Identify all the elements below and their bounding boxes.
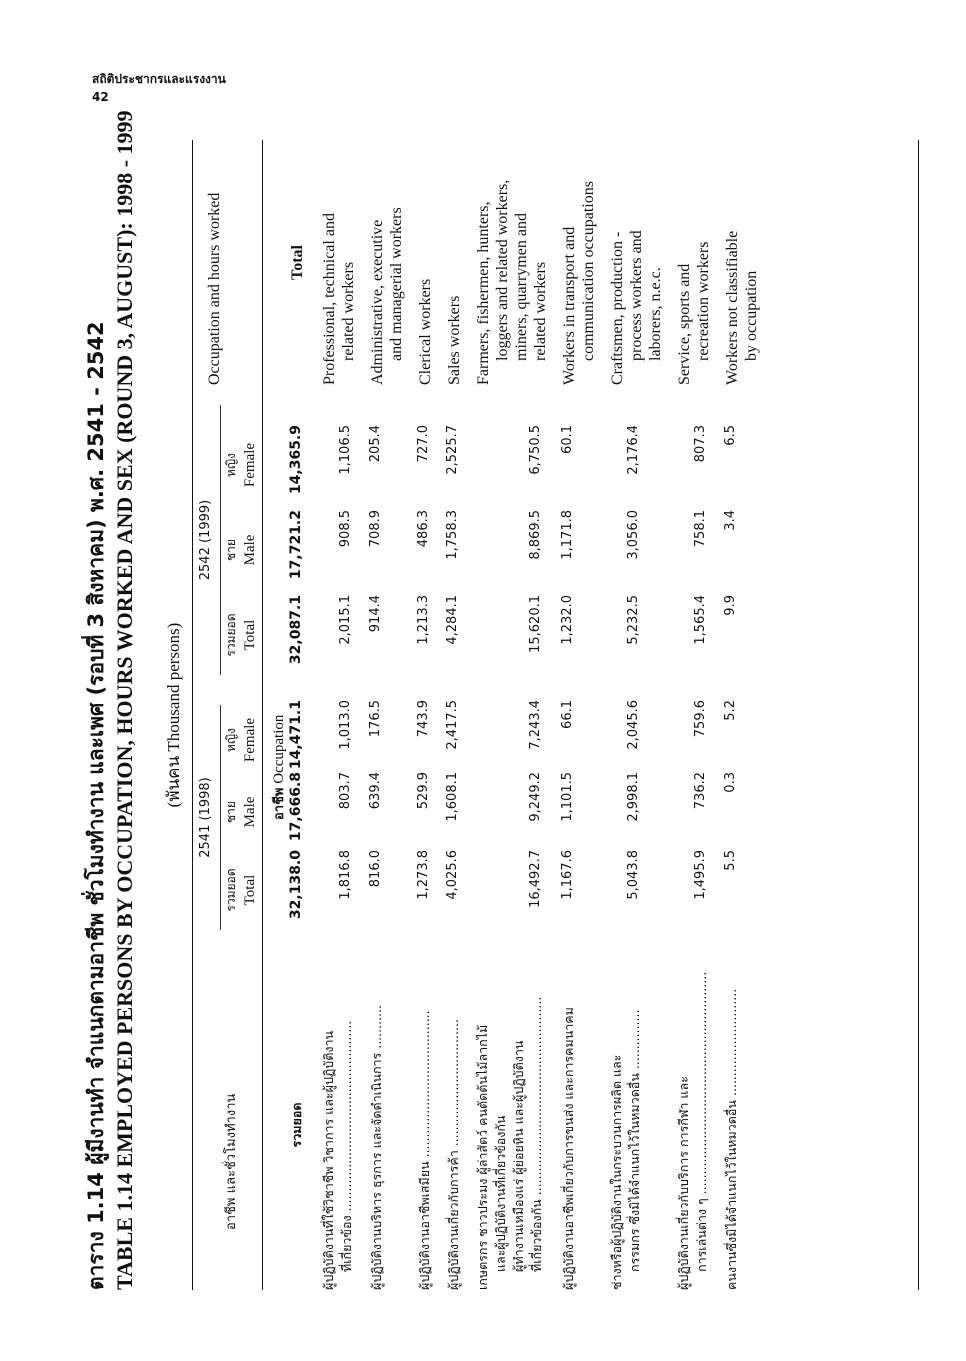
table-row-4-value-2: 1,608.1 (445, 772, 460, 822)
year-1999-label: 2542 (1999) (198, 499, 213, 581)
column-header-5 (222, 505, 260, 595)
column-header-thai-2: ชาย (224, 801, 238, 823)
table-row-1-thai-line-2: ที่เกี่ยวข้อง ................................................ (339, 1020, 354, 1272)
table-row-8-value-1: 1,495.9 (693, 850, 708, 900)
table-row-8-english-line-1: Service, sports and (676, 263, 693, 385)
column-header-thai-3: หญิง (224, 728, 238, 752)
table-row-3-thai-line-1: ผู้ปฏิบัติงานอาชีพเสมียน ..................................... (417, 1010, 432, 1290)
table-row-6-label-thai (560, 960, 578, 1290)
table-row-8-value-4: 1,565.4 (693, 595, 708, 645)
table-row-4-value-5: 1,758.3 (445, 510, 460, 560)
table-row-3-value-6: 727.0 (416, 425, 431, 463)
table-row-5-thai-line-3: ผู้ทำงานเหมืองแร่ ผู้ย่อยหิน และผู้ปฏิบัติงาน (511, 1040, 526, 1272)
table-row-1-value-4: 2,015.1 (338, 595, 353, 645)
column-header-english: Occupation and hours worked (206, 192, 223, 385)
table-row-9-value-4: 9.9 (723, 595, 738, 616)
table-row-7-value-2: 2,998.1 (626, 772, 641, 822)
table-row-5-value-3: 7,243.4 (528, 700, 543, 750)
column-header-thai-1: รวมยอด (224, 868, 238, 912)
total-row-value-4: 32,087.1 (288, 595, 304, 665)
section-occupation (268, 715, 289, 820)
table-row-4-value-4: 4,284.1 (445, 595, 460, 645)
table-row-8-thai-line-2: การเล่นต่าง ๆ ........................................................ (694, 971, 709, 1272)
table-row-2-value-2: 639.4 (368, 772, 383, 810)
table-row-5-thai-line-1: เกษตรกร ชาวประมง ผู้ล่าสัตว์ คนตัดต้นไม้ลากไม้ (475, 1024, 490, 1290)
column-header-english-3: Female (242, 717, 258, 763)
table-row-8-value-2: 736.2 (693, 772, 708, 810)
table-row-7-thai-line-1: ช่างหรือผู้ปฏิบัติงานในกระบวนการผลิต และ (609, 1054, 624, 1290)
year-1999-rule (220, 405, 221, 675)
table-row-7-value-3: 2,045.6 (626, 700, 641, 750)
table-row-6-thai-line-1: ผู้ปฏิบัติงานอาชีพเกี่ยวกับการขนส่ง และการคมนาคม (561, 1007, 576, 1290)
table-row-5-english-line-4: related workers (532, 261, 549, 361)
running-header (92, 70, 226, 106)
table-row-9-value-3: 5.2 (723, 700, 738, 721)
table-row-5-value-4: 15,620.1 (528, 595, 543, 653)
table-row-5-english-line-1: Farmers, fishermen, hunters, (475, 201, 492, 385)
table-row-7-value-5: 3,056.0 (626, 510, 641, 560)
table-row-3-value-1: 1,273.8 (416, 850, 431, 900)
table-row-2-value-4: 914.4 (368, 595, 383, 633)
table-row-5-english-line-3: miners, quarrymen and (513, 213, 530, 361)
table-row-7-label-thai (608, 960, 644, 1290)
column-header-english-4: Total (242, 619, 258, 651)
column-header-thai-4: รวมยอด (224, 613, 238, 657)
column-header-english-1: Total (242, 874, 258, 906)
table-row-7-label-english (608, 140, 665, 385)
table-row-5-value-2: 9,249.2 (528, 772, 543, 822)
header-bottom-rule (262, 140, 263, 1290)
table-row-7-value-6: 2,176.4 (626, 425, 641, 475)
table-row-4-value-6: 2,525.7 (445, 425, 460, 475)
total-row-value-6: 14,365.9 (288, 425, 304, 495)
table-row-6-english-line-2: communication occupations (580, 181, 597, 361)
table-row-7-thai-line-2: กรรมกร ซึ่งมิได้จำแนกไว้ในหมวดอื่น ............... (627, 1009, 642, 1272)
table-row-8-english-line-2: recreation workers (695, 241, 712, 361)
table-row-3-value-2: 529.9 (416, 772, 431, 810)
table-row-2-value-6: 205.4 (368, 425, 383, 463)
table-row-6-value-2: 1,101.5 (560, 772, 575, 822)
bottom-rule (918, 140, 919, 1290)
table-row-1-value-3: 1,013.0 (338, 700, 353, 750)
table-row-8-value-6: 807.3 (693, 425, 708, 463)
table-row-5-thai-line-4: ที่เกี่ยวข้องกัน .................................................. (529, 996, 544, 1272)
table-row-9-english-line-2: by occupation (743, 270, 760, 361)
table-row-5-english-line-2: loggers and related workers, (494, 179, 511, 361)
table-row-5-value-5: 8,869.5 (528, 510, 543, 560)
total-row-label-english: Total (289, 245, 306, 280)
table-row-9-thai-line-1: คนงานซึ่งมิได้จำแนกไว้ในหมวดอื่น ........................... (724, 988, 739, 1290)
table-row-3-value-4: 1,213.3 (416, 595, 431, 645)
rotated-table-page (80, 110, 920, 1290)
table-row-6-english-line-1: Workers in transport and (561, 226, 578, 385)
table-unit: (พันคน Thousand persons) (164, 622, 183, 808)
total-row-value-2: 17,666.8 (288, 772, 304, 842)
table-row-1-label-english (320, 140, 358, 385)
table-row-3-value-5: 486.3 (416, 510, 431, 548)
table-row-6-value-5: 1,171.8 (560, 510, 575, 560)
total-row-label-thai: รวมยอด (289, 1102, 304, 1148)
table-row-1-thai-line-1: ผู้ปฏิบัติงานที่ใช้วิชาชีพ วิชาการ และผู้ปฏิบัติงาน (321, 1030, 336, 1290)
section-occupation-english: Occupation (271, 714, 287, 784)
table-row-2-value-1: 816.0 (368, 850, 383, 888)
total-row-value-5: 17,721.2 (288, 510, 304, 580)
table-row-8-label-english (675, 140, 713, 385)
column-header-english-5: Male (242, 534, 258, 566)
table-row-1-value-1: 1,816.8 (338, 850, 353, 900)
column-header-thai-6: หญิง (224, 453, 238, 477)
table-row-6-value-6: 60.1 (560, 425, 575, 454)
table-row-9-label-english (723, 140, 761, 385)
table-row-7-english-line-3: laborers, n.e.c. (647, 267, 664, 361)
table-row-1-value-2: 803.7 (338, 772, 353, 810)
table-row-8-label-thai (675, 960, 711, 1290)
table-row-9-value-1: 5.5 (723, 850, 738, 871)
table-row-4-value-3: 2,417.5 (445, 700, 460, 750)
table-row-7-english-line-2: process workers and (628, 230, 645, 361)
table-row-9-english-line-1: Workers not classifiable (724, 230, 741, 385)
table-row-1-value-5: 908.5 (338, 510, 353, 548)
table-row-2-label-english (368, 140, 406, 385)
table-row-3-label-thai (416, 960, 434, 1290)
table-row-1-label-thai (320, 960, 356, 1290)
running-header-title: สถิติประชากรและแรงงาน (92, 72, 226, 86)
column-header-english-2: Male (242, 796, 258, 828)
table-row-9-value-2: 0.3 (723, 772, 738, 793)
table-row-3-english-line-1: Clerical workers (417, 278, 434, 385)
table-row-9-value-6: 6.5 (723, 425, 738, 446)
table-row-2-value-5: 708.9 (368, 510, 383, 548)
table-row-6-label-english (560, 140, 598, 385)
table-row-4-english-line-1: Sales workers (446, 295, 463, 385)
table-row-7-value-1: 5,043.8 (626, 850, 641, 900)
table-row-2-english-line-1: Administrative, executive (369, 219, 386, 385)
table-title-english: TABLE 1.14 EMPLOYED PERSONS BY OCCUPATION, HOURS WORKED AND SEX (ROUND 3, AUGUST): 1998 - 1999 (112, 110, 137, 1290)
table-row-5-value-1: 16,492.7 (528, 850, 543, 908)
table-row-5-label-thai (474, 960, 546, 1290)
table-row-5-label-english (474, 140, 550, 385)
table-row-4-label-english (445, 140, 464, 385)
table-row-6-value-3: 66.1 (560, 700, 575, 729)
table-row-3-label-english (416, 140, 435, 385)
table-row-1-value-6: 1,106.5 (338, 425, 353, 475)
page-number: 42 (92, 90, 109, 104)
column-header-1 (222, 845, 260, 935)
table-row-9-value-5: 3.4 (723, 510, 738, 531)
table-row-9-label-thai (723, 960, 741, 1290)
total-row-value-1: 32,138.0 (288, 850, 304, 920)
column-header-4 (222, 590, 260, 680)
table-title-thai: ตาราง 1.14 ผู้มีงานทำ จำแนกตามอาชีพ ชั่วโมงทำงาน และเพศ (รอบที่ 3 สิงหาคม) พ.ศ. 2541 - 2542 (84, 321, 108, 1290)
year-1998-rule (220, 705, 221, 930)
table-row-2-value-3: 176.5 (368, 700, 383, 738)
table-row-2-label-thai (368, 960, 386, 1290)
table-row-6-value-1: 1,167.6 (560, 850, 575, 900)
column-header-6 (222, 420, 260, 510)
table-row-8-value-5: 758.1 (693, 510, 708, 548)
table-row-8-value-3: 759.6 (693, 700, 708, 738)
table-row-6-value-4: 1,232.0 (560, 595, 575, 645)
table-row-7-english-line-1: Craftsmen, production - (609, 231, 626, 385)
table-row-1-english-line-1: Professional, technical and (321, 213, 338, 385)
table-row-4-value-1: 4,025.6 (445, 850, 460, 900)
year-1998-label: 2541 (1998) (198, 777, 213, 858)
table-row-7-value-4: 5,232.5 (626, 595, 641, 645)
column-header-thai-5: ชาย (224, 539, 238, 561)
table-row-3-value-3: 743.9 (416, 700, 431, 738)
table-row-4-label-thai (445, 960, 463, 1290)
table-row-1-english-line-2: related workers (340, 261, 357, 361)
column-header-3 (222, 695, 260, 785)
column-header-thai: อาชีพ และชั่วโมงทำงาน (224, 1093, 239, 1230)
table-row-2-thai-line-1: ผู้ปฏิบัติงานบริหาร ธุรการ และจัดดำเนินการ ........... (369, 1005, 384, 1290)
section-occupation-thai: อาชีพ (272, 787, 287, 820)
table-row-8-thai-line-1: ผู้ปฏิบัติงานเกี่ยวกับบริการ การกีฬา และ (676, 1076, 691, 1290)
table-row-2-english-line-2: and managerial workers (388, 207, 405, 361)
table-row-4-thai-line-1: ผู้ปฏิบัติงานเกี่ยวกับการค้า ................................ (446, 1019, 461, 1290)
total-row-value-3: 14,471.1 (288, 700, 304, 770)
table-row-5-value-6: 6,750.5 (528, 425, 543, 475)
top-rule (192, 140, 193, 1290)
table-row-5-thai-line-2: และผู้ปฏิบัติงานที่เกี่ยวข้องกัน (493, 1115, 508, 1272)
column-header-english-6: Female (242, 442, 258, 488)
